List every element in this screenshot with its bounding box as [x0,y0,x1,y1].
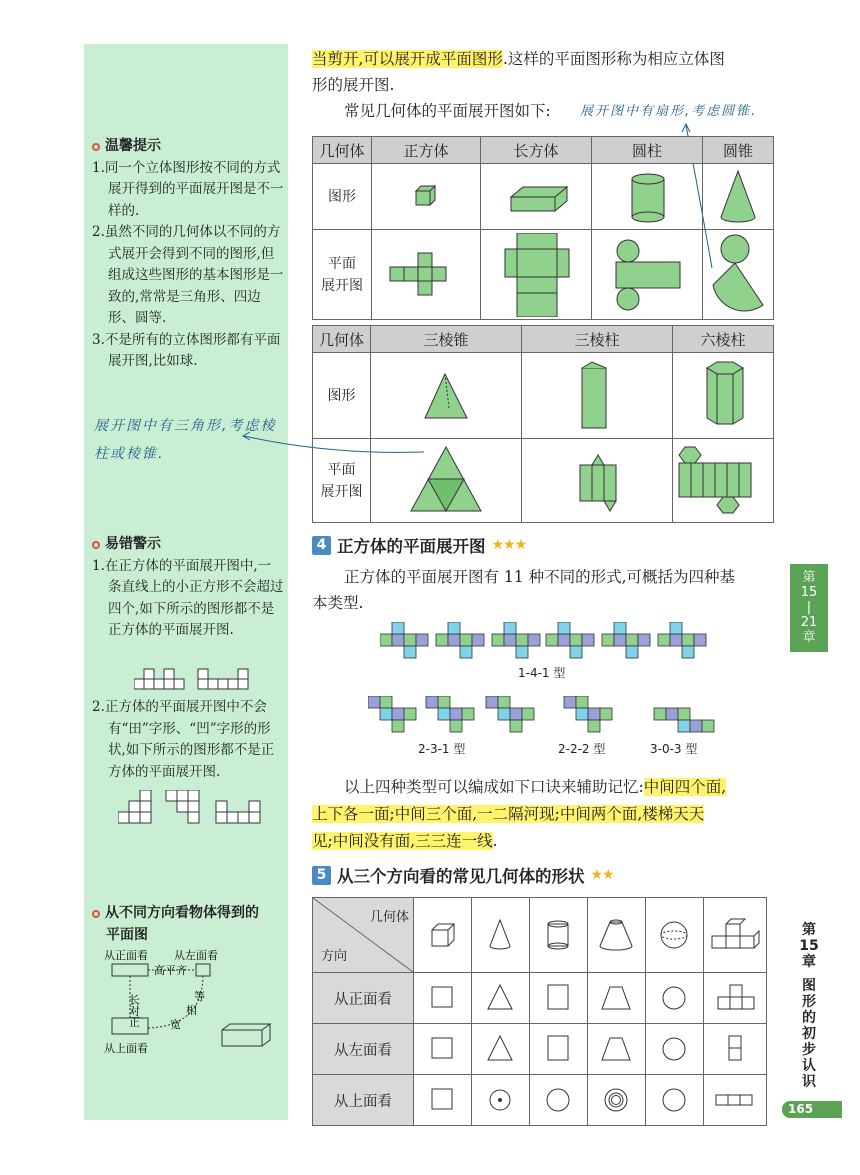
left-triangle-icon [472,1024,530,1075]
cube-nets-231-222-303 [368,696,718,736]
tip-item: 1.同一个立体图形按不同的方式展开得到的平面展开图是不一样的. [92,159,284,219]
tri-pyramid-net [371,439,522,523]
cone-figure [703,164,774,230]
solid-cone [472,898,530,973]
th-tri-pyramid: 三棱锥 [371,326,522,353]
tri-prism-net [522,439,673,523]
label-long: 长对正 [127,994,141,1027]
row-label-shape: 图形 [313,164,372,230]
cone-net [703,230,774,320]
front-trapezoid-icon [588,973,646,1024]
top-dot-circle-icon [472,1075,530,1126]
section-5-number: 5 [312,866,331,885]
row-left-view: 从左面看 [313,1024,414,1075]
bullet-icon [92,143,100,151]
th-hex-prism: 六棱柱 [673,326,774,353]
row-label-net: 平面 展开图 [313,230,372,320]
mnemonic-line-3: 见;中间没有面,三三连一线. [312,832,498,850]
views-section [92,903,284,946]
section-4-paragraph [312,564,774,616]
cuboid-figure [481,164,592,230]
th-geo: 几何体 [313,137,372,164]
label-wide: 宽 [170,1018,181,1031]
th-cone: 圆锥 [703,137,774,164]
front-circle-icon [646,973,704,1024]
th-tri-prism: 三棱柱 [522,326,673,353]
section-5-title: 5 从三个方向看的常见几何体的形状 ★★ [312,863,614,887]
cube-figure [372,164,481,230]
solid-cubes [704,898,767,973]
mnemonic-paragraph [312,774,774,855]
tip-section [92,136,284,373]
intro-line-2: 形的展开图. [312,76,395,94]
hex-prism-figure [673,353,774,439]
left-circle-icon [646,1024,704,1075]
th-geo-2: 几何体 [313,326,371,353]
top-ring-icon [588,1075,646,1126]
top-square-icon [414,1075,472,1126]
invalid-net-block-figures [118,790,268,826]
bullet-icon [92,910,100,918]
tri-pyramid-figure [371,353,522,439]
chapter-label: 第 15 章 图 形 的 初 步 认 识 [799,922,819,1090]
mnemonic-line-2: 上下各一面;中间三个面,一二隔河现;中间两个面,楼梯天天 [312,805,705,823]
th-cuboid: 长方体 [481,137,592,164]
handwritten-note-right: 展开图中有扇形,考虑圆锥. [580,104,758,119]
page-number: 165 [782,1101,842,1118]
hex-prism-net [673,439,774,523]
warn-item-2: 2.正方体的平面展开图中不会有“田”字形、“凹”字形的形状,如下所示的图形都不是正方体的平面展开图. [92,699,275,780]
handwritten-note-left: 展开图中有三角形,考虑棱柱或棱锥. [94,418,277,462]
section-4-line-1: 正方体的平面展开图有 11 种不同的形式,可概括为四种基 [344,568,736,586]
left-square-icon [414,1024,472,1075]
tri-prism-figure [522,353,673,439]
cylinder-figure [592,164,703,230]
left-rect-icon [530,1024,588,1075]
cuboid-net [481,230,592,320]
label-high-flat: 高平齐 [154,964,187,977]
row-top-view: 从上面看 [313,1075,414,1126]
warn-item-1: 1.在正方体的平面展开图中,一条直线上的小正方形不会超过四个,如下所示的图形都不是正方体的平面展开图. [92,557,284,638]
section-4-title: 4 正方体的平面展开图 ★★★ [312,533,526,557]
section-4-line-2: 本类型. [312,594,364,612]
row-front-view: 从正面看 [313,973,414,1024]
corner-top-label: 几何体 [369,910,409,925]
difficulty-stars-icon: ★★★ [491,537,527,553]
row-label-net-2: 平面 展开图 [313,439,371,523]
left-blocks-icon [704,1024,767,1075]
tip-title: 温馨提示 [92,136,284,158]
warn-title: 易错警示 [92,534,284,556]
corner-bottom-label: 方向 [321,949,348,964]
top-circle-icon [530,1075,588,1126]
caption-141: 1-4-1 型 [518,666,566,680]
tip-item: 3.不是所有的立体图形都有平面展开图,比如球. [92,331,281,369]
intro-line-1: 当剪开,可以展开成平面图形.这样的平面图形称为相应立体图 [312,50,725,68]
top-circle-icon-2 [646,1075,704,1126]
cube-nets-141 [380,622,710,662]
th-cube: 正方体 [372,137,481,164]
warn-section-2 [92,697,284,783]
bullet-icon [92,541,100,549]
difficulty-stars-icon: ★★ [590,867,614,883]
cylinder-net [592,230,703,320]
tip-item: 2.虽然不同的几何体以不同的方式展开会得到不同的图形,但组成这些图形的基本图形是一致的,常常是三角形、四边形、圆等. [92,224,284,326]
corner-cell [313,898,414,973]
solid-frustum [588,898,646,973]
solid-sphere [646,898,704,973]
label-front-view: 从正面看 [104,949,148,962]
front-blocks-icon [704,973,767,1024]
left-trapezoid-icon [588,1024,646,1075]
cube-net [372,230,481,320]
label-top-view: 从上面看 [104,1042,148,1055]
row-label-shape-2: 图形 [313,353,371,439]
label-left-view: 从左面看 [174,949,218,962]
caption-303: 3-0-3 型 [650,742,698,756]
front-triangle-icon [472,973,530,1024]
chapter-tab: 第 15 | 21 章 [790,564,828,652]
three-view-diagram [104,948,274,1058]
label-xiang: 相 [186,1004,197,1017]
solid-cylinder [530,898,588,973]
top-blocks-icon [704,1075,767,1126]
front-rect-icon [530,973,588,1024]
invalid-net-row-figures [134,667,264,691]
label-equal: 等 [194,990,205,1003]
net-table-2 [312,325,774,523]
caption-222: 2-2-2 型 [558,742,606,756]
caption-231: 2-3-1 型 [418,742,466,756]
th-cylinder: 圆柱 [592,137,703,164]
intro-line-3: 常见几何体的平面展开图如下: [344,102,551,120]
front-square-icon [414,973,472,1024]
net-table-1 [312,136,774,320]
section-4-number: 4 [312,536,331,555]
solid-cube [414,898,472,973]
warn-section [92,534,284,642]
mnemonic-line-1: 以上四种类型可以编成如下口诀来辅助记忆:中间四个面, [344,778,727,796]
views-title-2: 平面图 [106,926,148,943]
views-title: 从不同方向看物体得到的 [92,903,284,925]
three-view-table [312,897,767,1126]
